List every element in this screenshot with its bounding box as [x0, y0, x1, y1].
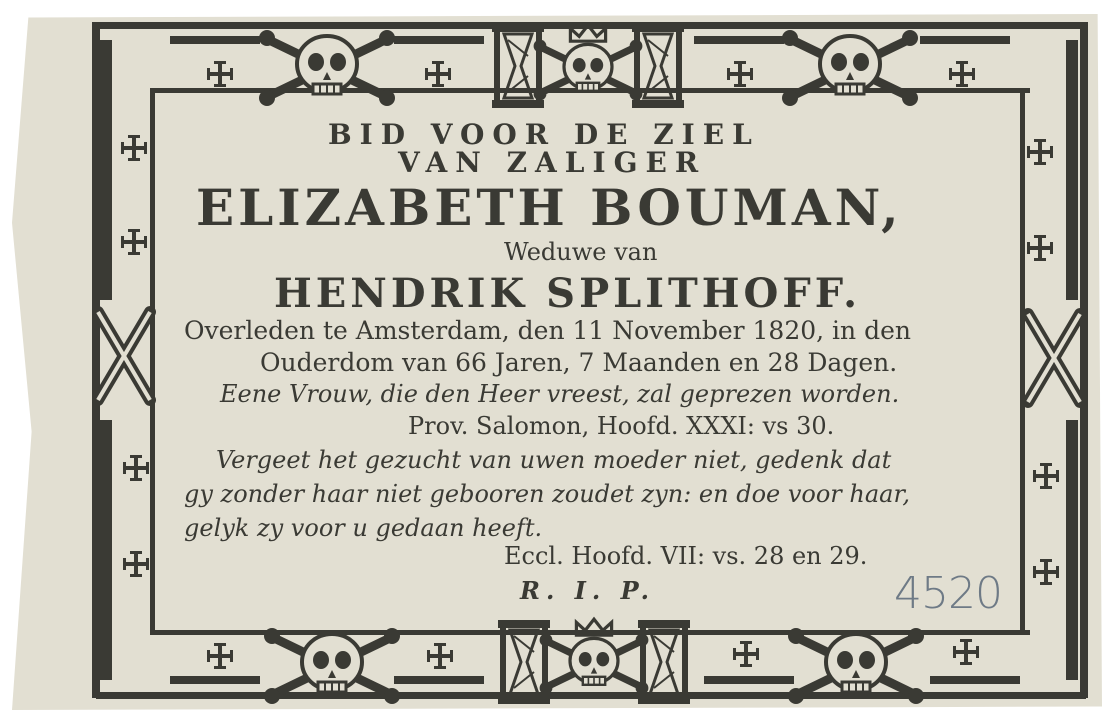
- skull-crossbones-icon: [782, 30, 918, 106]
- cross-icon: [1033, 463, 1059, 489]
- scripture-reference-2: Eccl. Hoofd. VII: vs. 28 en 29.: [504, 542, 868, 570]
- scripture-quote-2-line-2: gy zonder haar niet gebooren zoudet zyn: en doe voor haar,: [184, 480, 910, 508]
- cross-icon: [121, 135, 147, 161]
- age-details: Ouderdom van 66 Jaren, 7 Maanden en 28 Dagen.: [260, 348, 898, 377]
- scripture-quote-2-line-3: gelyk zy voor u gedaan heeft.: [184, 514, 543, 542]
- crossed-bones-icon: [98, 312, 150, 400]
- cross-icon: [1027, 235, 1053, 261]
- cross-icon: [733, 641, 759, 667]
- cross-icon: [1027, 139, 1053, 165]
- cross-icon: [207, 643, 233, 669]
- widow-of-label: Weduwe van: [504, 238, 658, 266]
- rip-text: R. I. P.: [520, 576, 656, 605]
- heading-blessed: VAN ZALIGER: [398, 146, 707, 179]
- cross-icon: [427, 643, 453, 669]
- death-details: Overleden te Amsterdam, den 11 November 1820, in den: [184, 316, 911, 345]
- cross-icon: [953, 639, 979, 665]
- cross-icon: [207, 61, 233, 87]
- heading-prayer: BID VOOR DE ZIEL: [328, 118, 760, 151]
- skull-crossbones-icon: [259, 30, 395, 106]
- cross-icon: [425, 61, 451, 87]
- cross-icon: [121, 229, 147, 255]
- cross-icon: [727, 61, 753, 87]
- cross-icon: [1033, 559, 1059, 585]
- husband-name: HENDRIK SPLITHOFF.: [274, 270, 862, 317]
- crossed-bones-icon: [1028, 314, 1080, 402]
- crowned-skull-icon: [534, 25, 643, 100]
- scripture-reference-1: Prov. Salomon, Hoofd. XXXI: vs 30.: [408, 412, 835, 440]
- scripture-quote-1: Eene Vrouw, die den Heer vreest, zal geprezen worden.: [220, 380, 900, 408]
- cross-icon: [123, 455, 149, 481]
- cross-icon: [949, 61, 975, 87]
- skull-crossbones-icon: [788, 628, 924, 704]
- handwritten-catalog-number: 4520: [894, 568, 1002, 619]
- hourglass-icon: [632, 24, 684, 108]
- cross-icon: [123, 551, 149, 577]
- scripture-quote-2-line-1: Vergeet het gezucht van uwen moeder niet, gedenk dat: [216, 446, 892, 474]
- skull-crossbones-icon: [264, 628, 400, 704]
- deceased-name: ELIZABETH BOUMAN,: [196, 178, 903, 237]
